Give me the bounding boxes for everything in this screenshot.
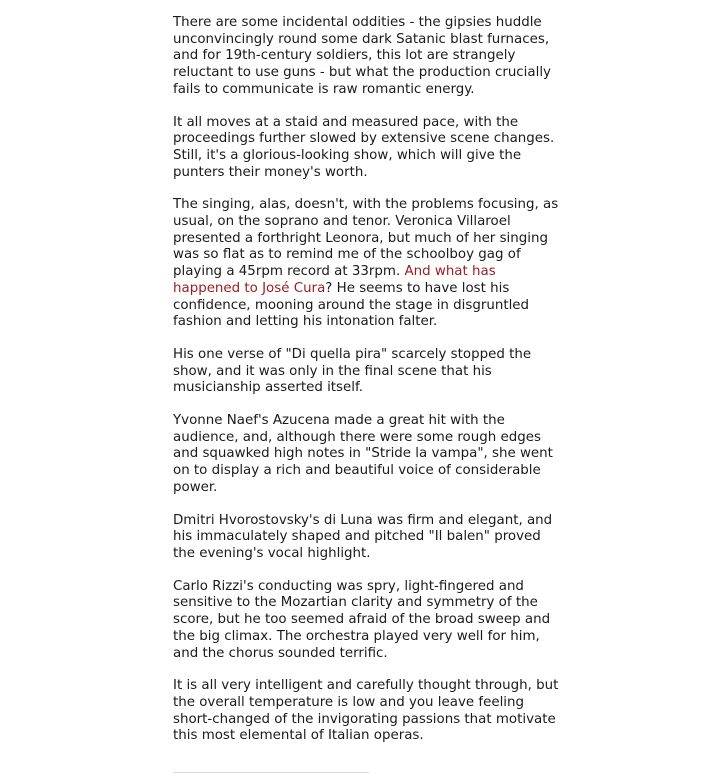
paragraph-oddities: There are some incidental oddities - the gipsies huddle unconvincingly round some dark Satanic blast furnaces, and for 19th-century soldiers, this lot are strangely reluctant to use guns - but what the production crucially fails to communicate is raw romantic energy. bbox=[173, 15, 551, 97]
paragraph-singing-text-end: ? He seems to have lost his confidence, mooning around the stage in disgruntled fashion and letting his intonation falter. bbox=[173, 280, 530, 330]
footer-divider bbox=[173, 772, 369, 773]
article-body bbox=[173, 15, 565, 761]
paragraph-azucena: Yvonne Naef's Azucena made a great hit with the audience, and, although there were some rough edges and squawked high notes in "Stride la vampa", she went on to display a rich and beautiful voice of considerable power. bbox=[173, 413, 553, 495]
paragraph-conclusion: It is all very intelligent and carefully thought through, but the overall temperature is low and you leave feeling short-changed of the invigorating passions that motivate this most elemental of Italian operas. bbox=[173, 678, 559, 744]
paragraph-di-quella-pira: His one verse of "Di quella pira" scarcely stopped the show, and it was only in the final scene that his musicianship asserted itself. bbox=[173, 346, 532, 396]
paragraph-singing-text: The singing, alas, doesn't, with the problems focusing, as usual, on the soprano and tenor. Veronica Villaroel presented a forthright Leonora, but much of her singing was so flat as to remind me of the schoolboy gag of playing a 45rpm record at 33rpm. bbox=[173, 197, 559, 280]
paragraph-pace: It all moves at a staid and measured pace, with the proceedings further slowed by extensive scene changes. Still, it's a glorious-looking show, which will give the punters their money's worth. bbox=[173, 114, 555, 180]
paragraph-singing bbox=[173, 197, 565, 331]
jose-cura-link[interactable]: And what has happened to José Cura bbox=[173, 264, 496, 296]
paragraph-di-luna: Dmitri Hvorostovsky's di Luna was firm and elegant, and his immaculately shaped and pitched "Il balen" proved the evening's vocal highlight. bbox=[173, 512, 553, 561]
paragraph-conducting: Carlo Rizzi's conducting was spry, light-fingered and sensitive to the Mozartian clarity and symmetry of the score, but he too seemed afraid of the broad sweep and the big climax. The orchestra played very well for him, and the chorus sounded terrific. bbox=[173, 578, 551, 661]
